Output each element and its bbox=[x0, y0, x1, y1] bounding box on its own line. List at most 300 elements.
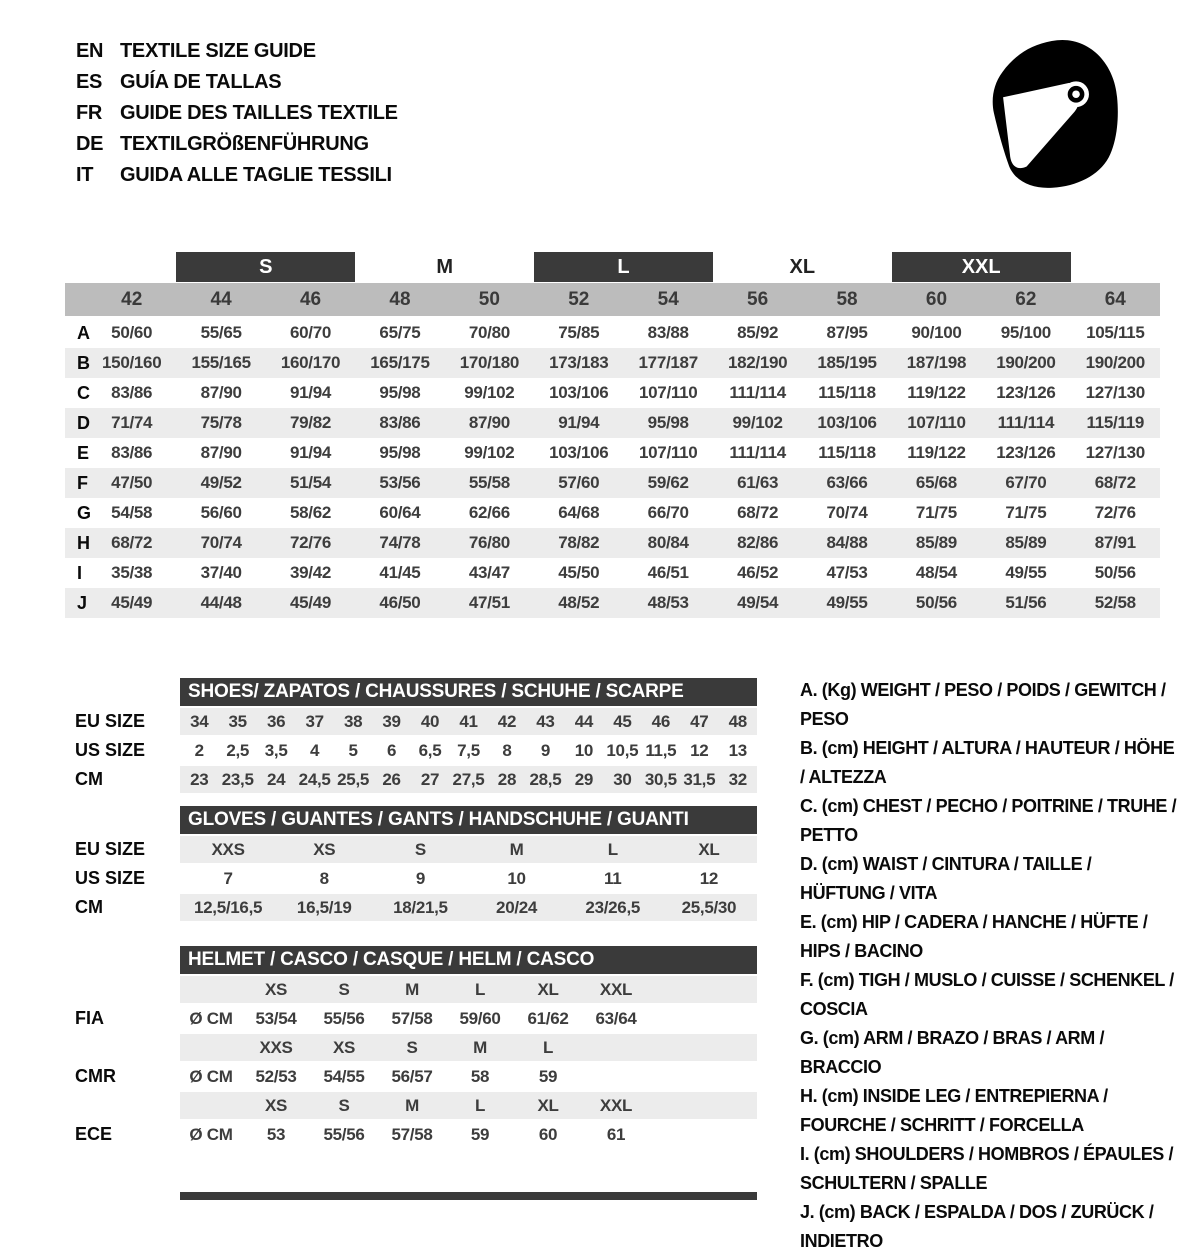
fia-size-header: XL bbox=[537, 979, 559, 999]
measurement-value: 68/72 bbox=[1094, 473, 1136, 492]
measurement-value: 150/160 bbox=[102, 353, 162, 372]
measurement-value: 115/118 bbox=[818, 383, 876, 402]
measurement-value: 105/115 bbox=[1086, 323, 1145, 342]
ece-diameter-value: 60 bbox=[538, 1124, 558, 1144]
fia-size-header: XXL bbox=[599, 979, 633, 999]
measurement-value: 87/90 bbox=[200, 443, 242, 462]
language-code: DE bbox=[76, 133, 104, 155]
measurement-value: 62/66 bbox=[468, 503, 510, 522]
measurement-value: 185/195 bbox=[817, 353, 877, 372]
guide-title: TEXTILGRÖßENFÜHRUNG bbox=[120, 133, 369, 155]
empty-cell bbox=[180, 976, 242, 1003]
measurement-value: 54/58 bbox=[111, 503, 153, 522]
shoes-cm-value: 32 bbox=[728, 769, 747, 789]
cmr-diameter-value: 52/53 bbox=[255, 1066, 297, 1086]
measurement-value: 85/89 bbox=[915, 533, 957, 552]
measurement-row-label: G bbox=[77, 502, 92, 523]
measurement-value: 99/102 bbox=[464, 443, 515, 462]
measurement-value: 49/55 bbox=[826, 593, 868, 612]
gloves-eu-size-label: EU SIZE bbox=[75, 839, 146, 859]
diameter-cm-label: Ø CM bbox=[189, 1124, 233, 1144]
language-title-row bbox=[76, 67, 398, 98]
legend-item: I. (cm) SHOULDERS / HOMBROS / ÉPAULES / SCHULTERN / SPALLE bbox=[800, 1144, 1174, 1193]
eu-size-header-cell: 60 bbox=[925, 288, 948, 310]
measurement-value: 70/74 bbox=[200, 533, 242, 552]
shoes-eu-value: 41 bbox=[459, 711, 478, 731]
measurement-value: 72/76 bbox=[290, 533, 332, 552]
ece-size-header: XS bbox=[264, 1095, 288, 1115]
measurement-value: 90/100 bbox=[911, 323, 962, 342]
measurement-value: 63/66 bbox=[826, 473, 868, 492]
measurement-value: 103/106 bbox=[549, 443, 609, 462]
measurement-value: 50/56 bbox=[915, 593, 957, 612]
measurement-value: 103/106 bbox=[549, 383, 609, 402]
measurement-value: 48/52 bbox=[558, 593, 600, 612]
shoes-cm-value: 27,5 bbox=[452, 769, 485, 789]
fia-size-header: M bbox=[405, 979, 419, 999]
cmr-size-header: S bbox=[406, 1037, 418, 1057]
language-code: ES bbox=[76, 71, 103, 93]
measurement-value: 59/62 bbox=[647, 473, 689, 492]
gloves-cm-row bbox=[180, 894, 757, 921]
shoes-us-value: 9 bbox=[540, 740, 550, 760]
fia-diameter-value: 61/62 bbox=[527, 1008, 569, 1028]
fia-sizes-row bbox=[180, 976, 757, 1003]
measurement-row-label: I bbox=[77, 562, 83, 583]
language-code: EN bbox=[76, 40, 104, 62]
eu-size-header-cell: 54 bbox=[657, 288, 679, 310]
measurement-value: 103/106 bbox=[817, 413, 877, 432]
measurement-value: 68/72 bbox=[111, 533, 153, 552]
measurement-value: 190/200 bbox=[1085, 353, 1145, 372]
measurement-row bbox=[65, 558, 1160, 588]
measurement-value: 95/98 bbox=[379, 443, 421, 462]
measurement-value: 48/54 bbox=[915, 563, 957, 582]
guide-title: TEXTILE SIZE GUIDE bbox=[120, 40, 316, 62]
measurement-row bbox=[65, 408, 1160, 438]
shoes-cm-row bbox=[180, 766, 757, 793]
fia-size-header: L bbox=[474, 979, 486, 999]
measurement-value: 95/98 bbox=[379, 383, 421, 402]
measurement-row-label: E bbox=[77, 442, 90, 463]
shoes-cm-value: 26 bbox=[382, 769, 401, 789]
ece-size-header: S bbox=[338, 1095, 350, 1115]
gloves-eu-value: XL bbox=[698, 839, 720, 859]
eu-size-header-cell: 52 bbox=[568, 288, 590, 310]
shoes-us-value: 12 bbox=[690, 740, 709, 760]
gloves-cm-value: 12,5/16,5 bbox=[193, 897, 263, 917]
ece-values-row bbox=[180, 1121, 757, 1148]
measurement-value: 71/75 bbox=[1005, 503, 1047, 522]
gloves-section-title: GLOVES / GUANTES / GANTS / HANDSCHUHE / GUANTI bbox=[180, 806, 757, 834]
language-title-row bbox=[76, 36, 398, 67]
shoes-us-value: 5 bbox=[348, 740, 358, 760]
shoes-us-value: 13 bbox=[728, 740, 747, 760]
measurement-value: 65/75 bbox=[379, 323, 421, 342]
measurement-value: 87/90 bbox=[468, 413, 510, 432]
cmr-size-header bbox=[582, 1034, 650, 1061]
measurement-value: 87/95 bbox=[826, 323, 868, 342]
measurement-value: 61/63 bbox=[737, 473, 779, 492]
gloves-eu-value: XS bbox=[313, 839, 336, 859]
guide-title: GUÍA DE TALLAS bbox=[120, 71, 282, 93]
measurement-value: 78/82 bbox=[558, 533, 600, 552]
cmr-size-header: XS bbox=[332, 1037, 356, 1057]
shoes-eu-value: 42 bbox=[497, 711, 517, 731]
measurement-value: 52/58 bbox=[1094, 593, 1136, 612]
measurement-value: 70/80 bbox=[468, 323, 510, 342]
measurement-value: 115/119 bbox=[1086, 413, 1145, 432]
measurement-value: 51/54 bbox=[290, 473, 332, 492]
measurement-value: 99/102 bbox=[732, 413, 783, 432]
measurement-value: 68/72 bbox=[737, 503, 779, 522]
measurement-row bbox=[65, 468, 1160, 498]
language-code: IT bbox=[76, 164, 94, 186]
shoes-cm-value: 30,5 bbox=[644, 769, 677, 789]
diameter-cm-label: Ø CM bbox=[189, 1066, 233, 1086]
gloves-cm-value: 25,5/30 bbox=[681, 897, 737, 917]
fia-diameter-value: 63/64 bbox=[595, 1008, 637, 1028]
measurement-value: 87/90 bbox=[200, 383, 242, 402]
cmr-diameter-value: 58 bbox=[470, 1066, 490, 1086]
measurement-value: 107/110 bbox=[638, 443, 698, 462]
gloves-cm-value: 23/26,5 bbox=[585, 897, 641, 917]
cmr-size-header: M bbox=[473, 1037, 487, 1057]
measurement-row bbox=[65, 318, 1160, 348]
gloves-cm-label: CM bbox=[75, 897, 103, 917]
shoes-cm-value: 27 bbox=[420, 769, 440, 789]
shoes-eu-value: 40 bbox=[420, 711, 440, 731]
measurement-value: 48/53 bbox=[647, 593, 689, 612]
measurement-value: 187/198 bbox=[906, 353, 967, 372]
eu-size-header-cell: 50 bbox=[478, 288, 500, 310]
measurement-row-label: A bbox=[77, 322, 90, 343]
measurement-value: 83/88 bbox=[647, 323, 689, 342]
shoes-us-value: 2,5 bbox=[226, 740, 250, 760]
measurement-value: 45/49 bbox=[290, 593, 332, 612]
shoes-eu-value: 46 bbox=[651, 711, 670, 731]
measurement-value: 91/94 bbox=[290, 383, 332, 402]
measurement-value: 83/86 bbox=[379, 413, 421, 432]
measurement-row bbox=[65, 498, 1160, 528]
cmr-diameter-value: 59 bbox=[538, 1066, 558, 1086]
measurement-value: 41/45 bbox=[379, 563, 421, 582]
measurement-row-label: J bbox=[77, 592, 88, 613]
cmr-standard-label: CMR bbox=[75, 1066, 116, 1086]
size-group-band bbox=[65, 252, 1160, 282]
language-title-row bbox=[76, 129, 398, 160]
shoes-eu-row bbox=[180, 708, 757, 735]
measurement-value: 47/50 bbox=[111, 473, 153, 492]
measurement-value: 170/180 bbox=[459, 353, 520, 372]
measurement-value: 35/38 bbox=[111, 563, 153, 582]
shoes-eu-value: 36 bbox=[267, 711, 286, 731]
eu-size-header-cell: 42 bbox=[121, 288, 143, 310]
shoes-cm-value: 30 bbox=[613, 769, 632, 789]
measurement-row-label: C bbox=[77, 382, 90, 403]
measurement-value: 123/126 bbox=[996, 383, 1056, 402]
eu-size-header-cell: 44 bbox=[210, 288, 232, 310]
gloves-eu-value: S bbox=[414, 839, 426, 859]
measurement-value: 119/122 bbox=[907, 443, 966, 462]
ece-size-header: XXL bbox=[599, 1095, 633, 1115]
language-title-row bbox=[76, 160, 398, 191]
cmr-diameter-value bbox=[582, 1063, 650, 1090]
legend-item: B. (cm) HEIGHT / ALTURA / HAUTEUR / HÖHE / ALTEZZA bbox=[800, 738, 1175, 787]
cmr-size-header: L bbox=[542, 1037, 554, 1057]
shoes-us-value: 11,5 bbox=[645, 740, 677, 760]
measurement-value: 45/49 bbox=[111, 593, 153, 612]
shoes-cm-value: 31,5 bbox=[683, 769, 716, 789]
empty-cell bbox=[180, 1092, 242, 1119]
shoes-us-value: 4 bbox=[310, 740, 320, 760]
size-group-l: L bbox=[534, 252, 713, 282]
measurement-value: 83/86 bbox=[111, 383, 153, 402]
guide-title: GUIDA ALLE TAGLIE TESSILI bbox=[120, 164, 392, 186]
measurement-rows bbox=[65, 318, 1160, 618]
measurement-value: 37/40 bbox=[200, 563, 242, 582]
gloves-eu-row bbox=[180, 836, 757, 863]
shoes-us-value: 10,5 bbox=[606, 740, 639, 760]
size-group-xxl: XXL bbox=[892, 252, 1071, 282]
measurement-value: 49/55 bbox=[1005, 563, 1047, 582]
ece-size-header: M bbox=[405, 1095, 419, 1115]
measurement-value: 84/88 bbox=[826, 533, 868, 552]
measurement-value: 95/100 bbox=[1000, 323, 1051, 342]
measurement-value: 53/56 bbox=[379, 473, 421, 492]
measurement-value: 111/114 bbox=[729, 383, 786, 402]
gloves-us-value: 10 bbox=[507, 868, 526, 888]
fia-diameter-value: 55/56 bbox=[323, 1008, 365, 1028]
legend-item: H. (cm) INSIDE LEG / ENTREPIERNA / FOURCHE / SCHRITT / FORCELLA bbox=[800, 1086, 1108, 1135]
legend-item: A. (Kg) WEIGHT / PESO / POIDS / GEWITCH / PESO bbox=[800, 680, 1166, 729]
shoes-cm-value: 24,5 bbox=[298, 769, 331, 789]
fia-diameter-value: 57/58 bbox=[391, 1008, 433, 1028]
shoes-eu-value: 39 bbox=[382, 711, 401, 731]
measurement-value: 74/78 bbox=[379, 533, 421, 552]
measurement-row-label: D bbox=[77, 412, 90, 433]
shoes-cm-value: 23 bbox=[190, 769, 209, 789]
ece-diameter-value: 61 bbox=[606, 1124, 626, 1144]
ece-sizes-row bbox=[180, 1092, 757, 1119]
measurement-value: 46/51 bbox=[647, 563, 689, 582]
ece-diameter-value: 55/56 bbox=[323, 1124, 365, 1144]
band-spacer bbox=[65, 252, 87, 282]
eu-size-header-cell: 64 bbox=[1104, 288, 1126, 310]
measurement-value: 67/70 bbox=[1005, 473, 1047, 492]
gloves-us-value: 8 bbox=[319, 868, 329, 888]
shoes-eu-value: 37 bbox=[305, 711, 324, 731]
gloves-cm-value: 16,5/19 bbox=[296, 897, 352, 917]
shoes-eu-value: 38 bbox=[343, 711, 363, 731]
shoes-us-value: 2 bbox=[194, 740, 204, 760]
legend-item: C. (cm) CHEST / PECHO / POITRINE / TRUHE / PETTO bbox=[800, 796, 1177, 845]
shoes-cm-value: 25,5 bbox=[337, 769, 370, 789]
fia-diameter-value: 53/54 bbox=[255, 1008, 297, 1028]
shoes-eu-value: 43 bbox=[536, 711, 555, 731]
measurement-value: 57/60 bbox=[558, 473, 600, 492]
measurement-value: 95/98 bbox=[647, 413, 689, 432]
cmr-size-header: XXS bbox=[259, 1037, 293, 1057]
measurement-value: 47/51 bbox=[468, 593, 510, 612]
measurement-value: 115/118 bbox=[818, 443, 876, 462]
eu-size-header-cell: 56 bbox=[747, 288, 769, 310]
helmet-section-title: HELMET / CASCO / CASQUE / HELM / CASCO bbox=[180, 946, 757, 974]
cmr-diameter-value: 54/55 bbox=[323, 1066, 365, 1086]
measurement-row-label: F bbox=[77, 472, 88, 493]
measurement-value: 50/56 bbox=[1094, 563, 1136, 582]
size-group-s: S bbox=[176, 252, 355, 282]
cmr-values-row bbox=[180, 1063, 757, 1090]
legend-item: J. (cm) BACK / ESPALDA / DOS / ZURÜCK / INDIETRO bbox=[800, 1202, 1154, 1251]
measurement-value: 155/165 bbox=[191, 353, 251, 372]
measurement-value: 70/74 bbox=[826, 503, 868, 522]
measurement-value: 72/76 bbox=[1094, 503, 1136, 522]
gloves-eu-value: M bbox=[509, 839, 524, 859]
measurement-value: 51/56 bbox=[1005, 593, 1047, 612]
fia-standard-label: FIA bbox=[75, 1008, 104, 1028]
eu-size-header-cell: 58 bbox=[836, 288, 858, 310]
measurement-value: 75/85 bbox=[558, 323, 600, 342]
shoes-eu-value: 35 bbox=[228, 711, 247, 731]
shoes-us-value: 6 bbox=[386, 740, 397, 760]
measurement-value: 79/82 bbox=[290, 413, 332, 432]
legend-item: E. (cm) HIP / CADERA / HANCHE / HÜFTE / HIPS / BACINO bbox=[800, 912, 1148, 961]
legend-item: F. (cm) TIGH / MUSLO / CUISSE / SCHENKEL / COSCIA bbox=[800, 970, 1174, 1019]
measurement-value: 65/68 bbox=[915, 473, 957, 492]
shoes-cm-value: 28,5 bbox=[529, 769, 562, 789]
gloves-cm-value: 18/21,5 bbox=[393, 897, 448, 917]
ece-size-header: L bbox=[474, 1095, 486, 1115]
eu-size-header-cell: 48 bbox=[389, 288, 411, 310]
measurement-row bbox=[65, 528, 1160, 558]
fia-values-row bbox=[180, 1005, 757, 1032]
measurement-row bbox=[65, 348, 1160, 378]
measurement-value: 177/187 bbox=[638, 353, 698, 372]
gloves-us-value: 11 bbox=[604, 868, 622, 888]
measurement-value: 87/91 bbox=[1094, 533, 1136, 552]
shoes-eu-value: 47 bbox=[690, 711, 709, 731]
fia-size-header: XS bbox=[264, 979, 288, 999]
gloves-us-value: 9 bbox=[415, 868, 425, 888]
measurement-value: 111/114 bbox=[997, 413, 1055, 432]
shoes-cm-value: 24 bbox=[267, 769, 286, 789]
legend-item: D. (cm) WAIST / CINTURA / TAILLE / HÜFTUNG / VITA bbox=[800, 854, 1092, 903]
guide-title: GUIDE DES TAILLES TEXTILE bbox=[120, 102, 398, 124]
shoes-eu-value: 44 bbox=[574, 711, 594, 731]
eu-size-header-cell: 62 bbox=[1015, 288, 1037, 310]
shoes-us-row bbox=[180, 737, 757, 764]
textile-size-table bbox=[65, 252, 1160, 618]
shoes-us-value: 8 bbox=[502, 740, 512, 760]
diameter-cm-label: Ø CM bbox=[189, 1008, 233, 1028]
measurement-value: 64/68 bbox=[558, 503, 600, 522]
measurement-value: 111/114 bbox=[729, 443, 786, 462]
measurement-row-label: H bbox=[77, 532, 90, 553]
fia-diameter-value: 59/60 bbox=[459, 1008, 501, 1028]
shoes-us-value: 6,5 bbox=[418, 740, 442, 760]
measurement-value: 71/75 bbox=[915, 503, 957, 522]
language-code: FR bbox=[76, 102, 103, 124]
band-spacer bbox=[65, 283, 87, 316]
gloves-eu-value: XXS bbox=[211, 839, 245, 859]
ece-standard-label: ECE bbox=[75, 1124, 113, 1144]
fia-size-header: S bbox=[338, 979, 350, 999]
size-group-xl: XL bbox=[789, 255, 816, 278]
shoes-eu-value: 48 bbox=[728, 711, 747, 731]
shoes-cm-value: 28 bbox=[497, 769, 517, 789]
ece-size-header: XL bbox=[537, 1095, 559, 1115]
measurement-value: 47/53 bbox=[826, 563, 868, 582]
measurement-value: 46/52 bbox=[737, 563, 779, 582]
measurement-value: 45/50 bbox=[558, 563, 600, 582]
shoes-eu-size-label: EU SIZE bbox=[75, 711, 146, 731]
measurement-value: 44/48 bbox=[200, 593, 242, 612]
gloves-us-value: 7 bbox=[223, 868, 233, 888]
empty-cell bbox=[180, 1034, 242, 1061]
measurement-value: 85/92 bbox=[737, 323, 779, 342]
shoes-eu-value: 34 bbox=[190, 711, 209, 731]
shoes-cm-value: 29 bbox=[574, 769, 594, 789]
measurement-legend bbox=[800, 676, 1178, 1256]
measurement-value: 173/183 bbox=[549, 353, 609, 372]
ece-diameter-value: 57/58 bbox=[391, 1124, 433, 1144]
measurement-value: 80/84 bbox=[647, 533, 689, 552]
language-title-list bbox=[76, 36, 398, 191]
shoes-us-value: 3,5 bbox=[264, 740, 288, 760]
measurement-value: 55/58 bbox=[468, 473, 510, 492]
measurement-value: 160/170 bbox=[280, 353, 341, 372]
measurement-value: 58/62 bbox=[290, 503, 332, 522]
measurement-value: 127/130 bbox=[1085, 383, 1145, 402]
helmet-icon bbox=[978, 30, 1130, 198]
ece-diameter-value: 59 bbox=[470, 1124, 490, 1144]
shoes-us-value: 7,5 bbox=[457, 740, 480, 760]
measurement-value: 49/54 bbox=[737, 593, 779, 612]
measurement-value: 71/74 bbox=[111, 413, 153, 432]
gloves-us-row bbox=[180, 865, 757, 892]
measurement-value: 107/110 bbox=[907, 413, 966, 432]
gloves-eu-value: L bbox=[607, 839, 618, 859]
shoes-cm-label: CM bbox=[75, 769, 103, 789]
measurement-value: 123/126 bbox=[996, 443, 1056, 462]
measurement-value: 50/60 bbox=[111, 323, 153, 342]
measurement-value: 91/94 bbox=[290, 443, 332, 462]
language-title-row bbox=[76, 98, 398, 129]
measurement-row bbox=[65, 588, 1160, 618]
shoes-section-title: SHOES/ ZAPATOS / CHAUSSURES / SCHUHE / SCARPE bbox=[180, 678, 757, 706]
measurement-row bbox=[65, 438, 1160, 468]
measurement-row-label: B bbox=[77, 352, 90, 373]
gloves-cm-value: 20/24 bbox=[496, 897, 538, 917]
measurement-value: 99/102 bbox=[464, 383, 515, 402]
legend-item: G. (cm) ARM / BRAZO / BRAS / ARM / BRACCIO bbox=[800, 1028, 1105, 1077]
measurement-value: 60/70 bbox=[290, 323, 332, 342]
cmr-diameter-value: 56/57 bbox=[391, 1066, 433, 1086]
measurement-value: 49/52 bbox=[200, 473, 242, 492]
measurement-value: 91/94 bbox=[558, 413, 600, 432]
measurement-value: 85/89 bbox=[1005, 533, 1047, 552]
measurement-value: 75/78 bbox=[200, 413, 242, 432]
eu-size-header-band bbox=[65, 283, 1160, 316]
measurement-value: 76/80 bbox=[468, 533, 510, 552]
measurement-value: 43/47 bbox=[468, 563, 510, 582]
ece-diameter-value: 53 bbox=[266, 1124, 286, 1144]
measurement-value: 55/65 bbox=[200, 323, 242, 342]
measurement-value: 83/86 bbox=[111, 443, 153, 462]
shoes-eu-value: 45 bbox=[613, 711, 632, 731]
measurement-value: 119/122 bbox=[907, 383, 966, 402]
